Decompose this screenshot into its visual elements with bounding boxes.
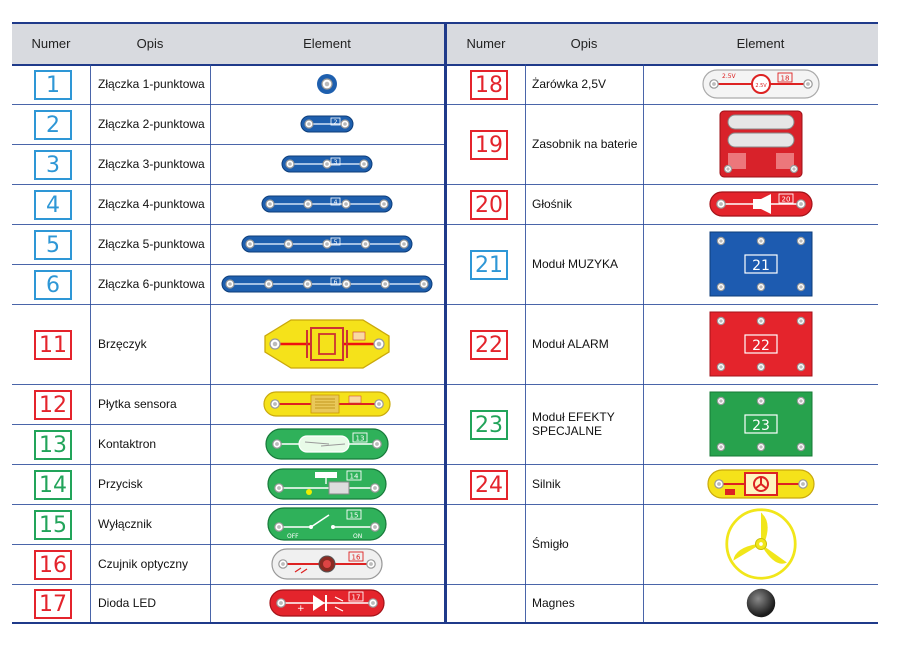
special-effects-module-icon: [709, 391, 813, 457]
svg-text:16: 16: [351, 553, 361, 562]
part-number-13: 13: [34, 430, 72, 460]
alarm-module-icon: [709, 311, 813, 377]
part-number-4: 4: [34, 190, 72, 220]
music-module-icon: [709, 231, 813, 297]
led-icon: [269, 589, 385, 617]
header-element-left: Element: [303, 35, 351, 51]
svg-text:23: 23: [751, 418, 770, 434]
svg-text:2: 2: [333, 119, 338, 126]
part-number-6: 6: [34, 270, 72, 300]
part-description-3: Złączka 4-punktowa: [98, 197, 205, 211]
magnet-icon: [745, 587, 777, 619]
motor-icon: [707, 469, 815, 499]
battery-holder-icon: [718, 109, 804, 179]
part-number-17: 17: [34, 589, 72, 619]
part-description-11: Czujnik optyczny: [98, 557, 189, 571]
part-number-15: 15: [34, 510, 72, 540]
part-number-20: 20: [470, 190, 508, 220]
part-number-18: 18: [470, 70, 508, 100]
svg-text:OFF: OFF: [287, 533, 299, 540]
reed-switch-icon: [265, 428, 389, 460]
svg-text:3: 3: [333, 159, 338, 166]
part-number-23: 23: [470, 410, 508, 440]
header-opis-right: Opis: [570, 35, 598, 51]
part-number-11: 11: [34, 330, 72, 360]
connector-6-icon: [221, 275, 433, 293]
sensor-plate-icon: [263, 391, 391, 417]
svg-text:ON: ON: [353, 533, 363, 540]
connector-1-icon: [316, 73, 338, 95]
part-description-3: Moduł MUZYKA: [532, 257, 619, 271]
svg-text:13: 13: [355, 434, 365, 443]
svg-text:+: +: [297, 604, 305, 614]
part-description-5: Złączka 6-punktowa: [98, 277, 205, 291]
header-numer-right: Numer: [466, 35, 506, 51]
svg-text:14: 14: [349, 472, 359, 481]
part-description-10: Wyłącznik: [98, 517, 152, 531]
connector-3-icon: [281, 155, 373, 173]
connector-2-icon: [300, 115, 354, 133]
svg-text:21: 21: [751, 258, 770, 274]
svg-text:17: 17: [351, 593, 361, 602]
part-description-1: Zasobnik na baterie: [532, 137, 638, 151]
column-divider: [444, 22, 447, 624]
header-opis-left: Opis: [136, 35, 164, 51]
propeller-icon: [724, 507, 798, 581]
part-number-2: 2: [34, 110, 72, 140]
part-description-6: Silnik: [532, 477, 561, 491]
part-description-8: Kontaktron: [98, 437, 157, 451]
part-description-0: Żarówka 2,5V: [532, 77, 607, 91]
part-number-16: 16: [34, 550, 72, 580]
part-description-2: Głośnik: [532, 197, 573, 211]
part-number-5: 5: [34, 230, 72, 260]
part-number-3: 3: [34, 150, 72, 180]
part-description-7: Śmigło: [532, 537, 569, 551]
part-description-12: Dioda LED: [98, 596, 157, 610]
part-description-4: Złączka 5-punktowa: [98, 237, 205, 251]
svg-text:22: 22: [751, 338, 770, 354]
svg-text:2.5V: 2.5V: [754, 83, 767, 89]
part-description-2: Złączka 3-punktowa: [98, 157, 205, 171]
part-description-9: Przycisk: [98, 477, 143, 491]
part-number-19: 19: [470, 130, 508, 160]
push-button-icon: [267, 468, 387, 500]
svg-text:6: 6: [333, 279, 338, 286]
svg-text:18: 18: [780, 74, 789, 83]
part-description-7: Płytka sensora: [98, 397, 177, 411]
part-number-22: 22: [470, 330, 508, 360]
bulb-icon: [702, 69, 820, 99]
part-number-21: 21: [470, 250, 508, 280]
svg-text:20: 20: [781, 195, 790, 204]
part-number-1: 1: [34, 70, 72, 100]
speaker-icon: [709, 191, 813, 217]
svg-text:5: 5: [333, 239, 338, 246]
svg-text:15: 15: [349, 511, 359, 520]
parts-table: [12, 22, 878, 624]
slide-switch-icon: [267, 507, 387, 541]
part-description-8: Magnes: [532, 596, 575, 610]
photo-sensor-icon: [271, 548, 383, 580]
part-description-0: Złączka 1-punktowa: [98, 77, 205, 91]
part-description-6: Brzęczyk: [98, 337, 147, 351]
connector-5-icon: [241, 235, 413, 253]
svg-text:4: 4: [333, 199, 338, 206]
part-description-4: Moduł ALARM: [532, 337, 609, 351]
svg-text:2.5V: 2.5V: [721, 73, 736, 80]
buzzer-icon: [261, 316, 393, 372]
part-number-14: 14: [34, 470, 72, 500]
header-element-right: Element: [736, 35, 785, 51]
connector-4-icon: [261, 195, 393, 213]
part-number-24: 24: [470, 470, 508, 500]
part-description-5: Moduł EFEKTY SPECJALNE: [532, 410, 615, 438]
part-number-12: 12: [34, 390, 72, 420]
header-numer-left: Numer: [31, 35, 71, 51]
part-description-1: Złączka 2-punktowa: [98, 117, 205, 131]
